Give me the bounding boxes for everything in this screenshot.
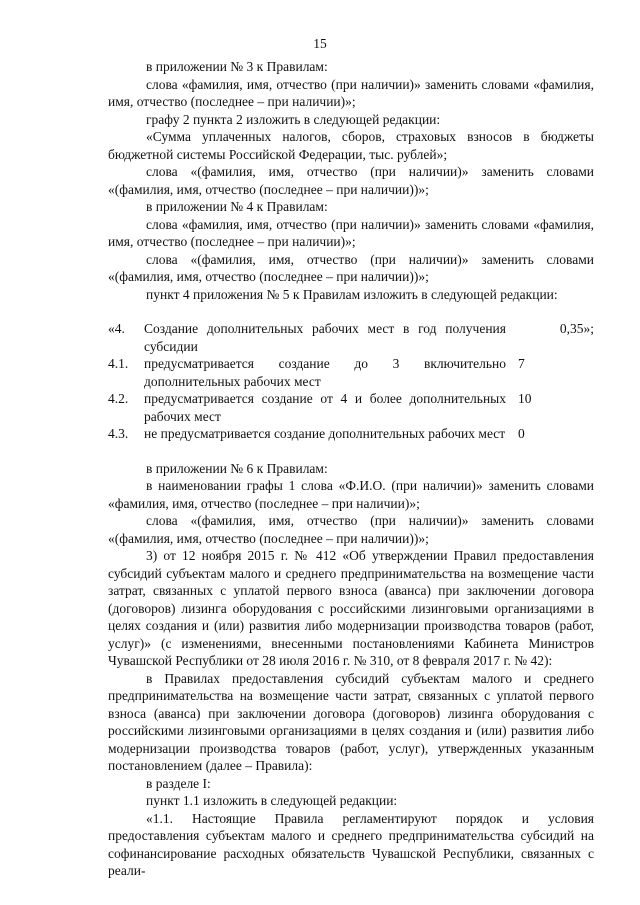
paragraph: в приложении № 4 к Правилам:: [146, 199, 328, 214]
row-number: «4.: [108, 321, 125, 336]
row-value: 7: [518, 356, 525, 371]
row-value: 0: [518, 426, 525, 441]
paragraph: «1.1. Настоящие Правила регламентируют порядок и условия предоставления субъектам малого и среднего предпринимательства субсидий на софинансирование расходных обязательств Чувашской Республики, связанных с реали-: [108, 810, 594, 878]
row-text: Создание дополнительных рабочих мест в год получения субсидии: [144, 321, 506, 354]
paragraph: графу 2 пункта 2 изложить в следующей редакции:: [146, 111, 441, 127]
table-row: [108, 320, 594, 355]
paragraph: в разделе I:: [146, 775, 211, 791]
row-number: 4.3.: [108, 426, 129, 441]
paragraph: «Сумма уплаченных налогов, сборов, страховых взносов в бюджеты бюджетной системы Российской Федерации, тыс. рублей»;: [108, 129, 594, 162]
paragraph: пункт 1.1 изложить в следующей редакции:: [146, 793, 398, 808]
score-table: [108, 320, 594, 443]
paragraph: в приложении № 6 к Правилам:: [146, 460, 328, 476]
row-value: 0,35»;: [559, 321, 594, 336]
row-text: предусматривается создание до 3 включительно дополнительных рабочих мест: [144, 356, 506, 389]
paragraph: в наименовании графы 1 слова «Ф.И.О. (при наличии)» заменить словами «фамилия, имя, отчество (последнее – при наличии)»;: [108, 478, 594, 511]
row-text: предусматривается создание от 4 и более дополнительных рабочих мест: [144, 391, 506, 424]
row-number: 4.2.: [108, 391, 129, 406]
paragraph: слова «фамилия, имя, отчество (при наличии)» заменить словами «фамилия, имя, отчество (последнее – при наличии)»;: [108, 76, 594, 109]
paragraph: слова «фамилия, имя, отчество (при наличии)» заменить словами «фамилия, имя, отчество (последнее – при наличии)»;: [108, 216, 594, 249]
paragraph: 3) от 12 ноября 2015 г. № 412 «Об утверждении Правил предоставления субсидий субъектам малого и среднего предпринимательства на возмещение части затрат, связанных с уплатой первого взноса (аванса) при заключении договора (договоров) лизинга оборудования с российскими лизинговыми организациями в целях создания и (или) развития либо модернизации производства товаров (работ, услуг)» (с изменениями, внесенными постановлениями Кабинета Министров Чувашской Республики от 28 июля 2016 г. № 310, от 8 февраля 2017 г. № 42):: [108, 548, 594, 668]
paragraph: слова «(фамилия, имя, отчество (при наличии)» заменить словами «(фамилия, имя, отчество (последнее – при наличии))»;: [108, 164, 594, 197]
paragraph: пункт 4 приложения № 5 к Правилам изложить в следующей редакции:: [146, 286, 558, 302]
table-row: [108, 390, 594, 425]
paragraph: в Правилах предоставления субсидий субъектам малого и среднего предпринимательства на возмещение части затрат, связанных с уплатой первого взноса (аванса) при заключении договора (договоров) лизинга оборудования с российскими лизинговыми организациями в целях создания и (или) развития либо модернизации производства товаров (работ, услуг), утвержденных указанным постановлением (далее – Правила):: [108, 670, 594, 773]
row-text: не предусматривается создание дополнительных рабочих мест: [144, 426, 506, 441]
paragraph: слова «(фамилия, имя, отчество (при наличии)» заменить словами «(фамилия, имя, отчество (последнее – при наличии))»;: [108, 513, 594, 546]
row-value: 10: [518, 391, 532, 406]
paragraph: слова «(фамилия, имя, отчество (при наличии)» заменить словами «(фамилия, имя, отчество (последнее – при наличии))»;: [108, 251, 594, 284]
row-number: 4.1.: [108, 356, 129, 371]
paragraph: в приложении № 3 к Правилам:: [146, 59, 328, 74]
page-number: 15: [313, 36, 327, 51]
table-row: [108, 425, 594, 443]
table-row: [108, 355, 594, 390]
document-body: [108, 58, 594, 880]
